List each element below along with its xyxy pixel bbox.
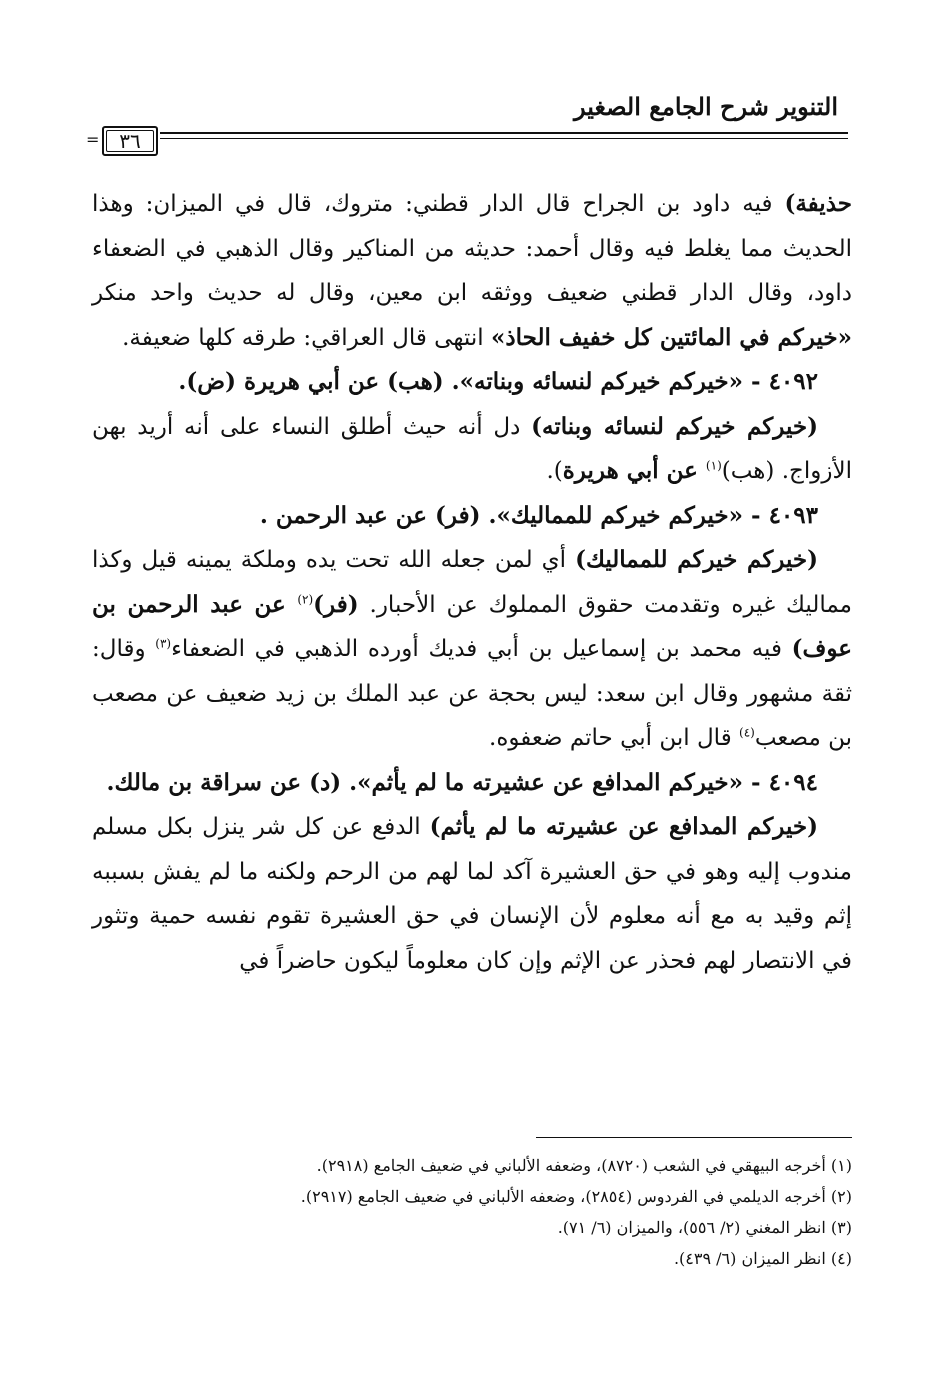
bold-source: حذيفة) xyxy=(784,190,852,217)
header-rule xyxy=(160,132,848,139)
page-number-box xyxy=(102,126,158,156)
commentary-text: وقال: ثقة مشهور وقال ابن سعد: ليس بحجة عن عبد الملك بن زيد ضعيف عن مصعب بن مصعب xyxy=(92,636,852,751)
page-number-frame xyxy=(106,130,154,152)
commentary-text: فيه محمد بن إسماعيل بن أبي فديك أورده الذهبي في الضعفاء xyxy=(171,636,792,662)
hadith-heading-4092 xyxy=(92,360,852,405)
commentary-4092 xyxy=(92,405,852,494)
page-number: ٣٦ xyxy=(119,129,141,153)
page-header xyxy=(86,92,848,154)
hadith-heading-4093 xyxy=(92,494,852,539)
footnote-3: (٣) انظر المغني (٢/ ٥٥٦)، والميزان (٦/ ٧١). xyxy=(557,1218,852,1237)
footnote-ref[interactable]: (٤) xyxy=(739,725,755,740)
hadith-text: ٤٠٩٣ - «خيركم خيركم للمماليك». (فر) عن عبد الرحمن . xyxy=(259,501,818,529)
commentary-text: الدفع عن كل شر ينزل بكل مسلم مندوب إليه وهو في حق العشيرة آكد لما لهم من الرحم ولكنه ما لم يفش بسببه إثم وقيد به مع أنه معلوم لأن الإنسان في حق العشيرة تقوم نفسه حمية وتثور في الانتصار لهم فحذر عن الإثم وإن كان معلوماً ليكون حاضراً في xyxy=(92,814,852,974)
commentary-text: ). xyxy=(546,458,563,484)
bold-source: عن عبد الرحمن بن عوف) xyxy=(92,590,852,662)
commentary-4093 xyxy=(92,538,852,761)
main-text xyxy=(92,182,852,983)
footnote-ref[interactable]: (٣) xyxy=(155,636,172,651)
footnote-ref[interactable]: (١) xyxy=(705,458,722,473)
commentary-text: فيه داود بن الجراح قال الدار قطني: متروك، قال في الميزان: وهذا الحديث مما يغلط فيه وقال أحمد: حديثه من المناكير وقال الذهبي في الضعفاء داود، وقال الدار قطني ضعيف ووثقه ابن معين، وقال له حديث واحد منكر xyxy=(92,191,852,306)
footnote-ref[interactable]: (٢) xyxy=(297,591,314,606)
footnote-2: (٢) أخرجه الديلمي في الفردوس (٢٨٥٤)، وضعفه الألباني في ضعيف الجامع (٢٩١٧). xyxy=(300,1187,852,1206)
footnote-4: (٤) انظر الميزان (٦/ ٤٣٩). xyxy=(673,1249,852,1268)
header-ornament: = xyxy=(86,130,100,149)
paragraph-continuation xyxy=(92,182,852,360)
hadith-text: ٤٠٩٤ - «خيركم المدافع عن عشيرته ما لم يأثم». (د) عن سراقة بن مالك. xyxy=(106,768,818,796)
hadith-heading-4094 xyxy=(92,761,852,806)
footnotes xyxy=(92,1150,852,1274)
commentary-text: أي لمن جعله الله تحت يده وملكة يمينه قيل وكذا مماليك غيره وتقدمت حقوق المملوك عن الأحبار. xyxy=(92,547,852,618)
commentary-text: انتهى قال العراقي: طرقه كلها ضعيفة. xyxy=(122,324,491,351)
bold-hadith: (خيركم خيركم للمماليك) xyxy=(575,546,818,573)
bold-source: عن أبي هريرة xyxy=(562,457,706,484)
commentary-4094 xyxy=(92,805,852,983)
bold-hadith: (خيركم المدافع عن عشيرته ما لم يأثم) xyxy=(429,813,818,840)
bold-hadith: «خيركم في المائتين كل خفيف الحاذ» xyxy=(490,323,852,351)
footnote-separator xyxy=(536,1137,852,1138)
bold-source: (فر) xyxy=(313,590,359,618)
commentary-text: قال ابن أبي حاتم ضعفوه. xyxy=(489,725,739,751)
commentary-text: دل أنه حيث أطلق النساء على أنه أريد بهن الأزواج. (هب) xyxy=(92,413,852,484)
footnote-1: (١) أخرجه البيهقي في الشعب (٨٧٢٠)، وضعفه الألباني في ضعيف الجامع (٢٩١٨). xyxy=(316,1156,852,1175)
hadith-text: ٤٠٩٢ - «خيركم خيركم لنسائه وبناته». (هب) عن أبي هريرة (ض). xyxy=(178,368,818,395)
bold-hadith: (خيركم خيركم لنسائه وبناته) xyxy=(531,412,818,440)
running-title: التنوير شرح الجامع الصغير xyxy=(574,92,838,121)
